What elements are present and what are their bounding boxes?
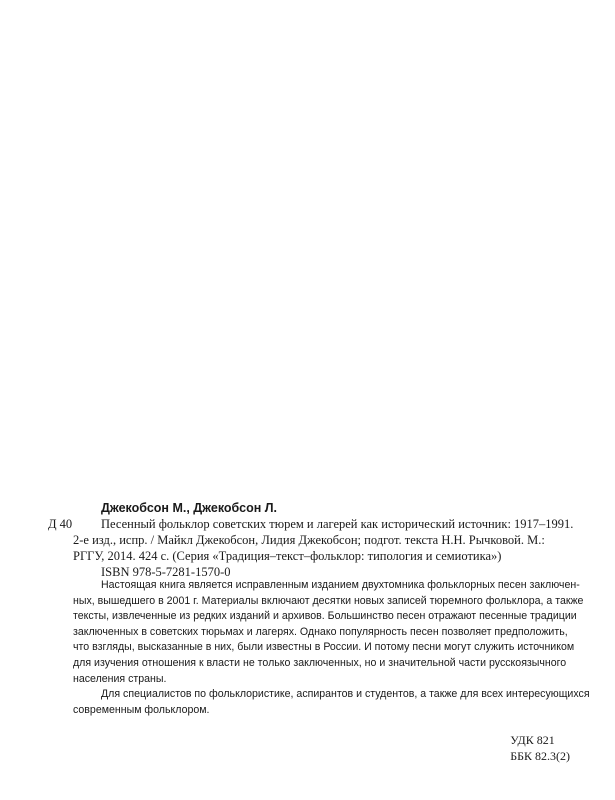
- annotation-line: Настоящая книга является исправленным изданием двухтомника фольклорных песен заключен-: [101, 579, 580, 591]
- annotation-line: ных, вышедшего в 2001 г. Материалы включают десятки новых записей тюремного фольклора, а также: [73, 594, 584, 607]
- annotation-line: заключенных в советских тюрьмах и лагерях. Однако популярность песен позволяет предположить,: [73, 625, 568, 638]
- bibliographic-entry: [73, 500, 574, 580]
- annotation-line: современным фольклором.: [73, 703, 210, 716]
- udk-code: УДК 821: [510, 733, 555, 747]
- annotation: [73, 578, 590, 718]
- annotation-line: что взгляды, высказанные в них, были известны в России. И потому песни могут служить источником: [73, 641, 575, 654]
- entry-line: Песенный фольклор советских тюрем и лагерей как исторический источник: 1917–1991.: [101, 517, 574, 531]
- classification-codes: [510, 732, 570, 764]
- annotation-line: населения страны.: [73, 672, 167, 685]
- annotation-line: Для специалистов по фольклористике, аспирантов и студентов, а также для всех интересующихся: [101, 688, 590, 701]
- entry-isbn: ISBN 978-5-7281-1570-0: [101, 565, 231, 579]
- catalog-index: Д 40: [48, 517, 73, 531]
- entry-line: РГГУ, 2014. 424 с. (Серия «Традиция–текст–фольклор: типология и семиотика»): [73, 549, 502, 563]
- annotation-line: тексты, извлеченные из редких изданий и архивов. Большинство песен отражают песенные традиции: [73, 610, 577, 623]
- annotation-line: для изучения отношения к власти не только заключенных, но и значительной части русскоязычного: [73, 656, 567, 669]
- bbk-code: ББК 82.3(2): [510, 749, 570, 763]
- entry-line: 2-е изд., испр. / Майкл Джекобсон, Лидия Джекобсон; подгот. текста Н.Н. Рычковой. М.:: [73, 533, 545, 547]
- entry-author: Джекобсон М., Джекобсон Л.: [101, 501, 277, 515]
